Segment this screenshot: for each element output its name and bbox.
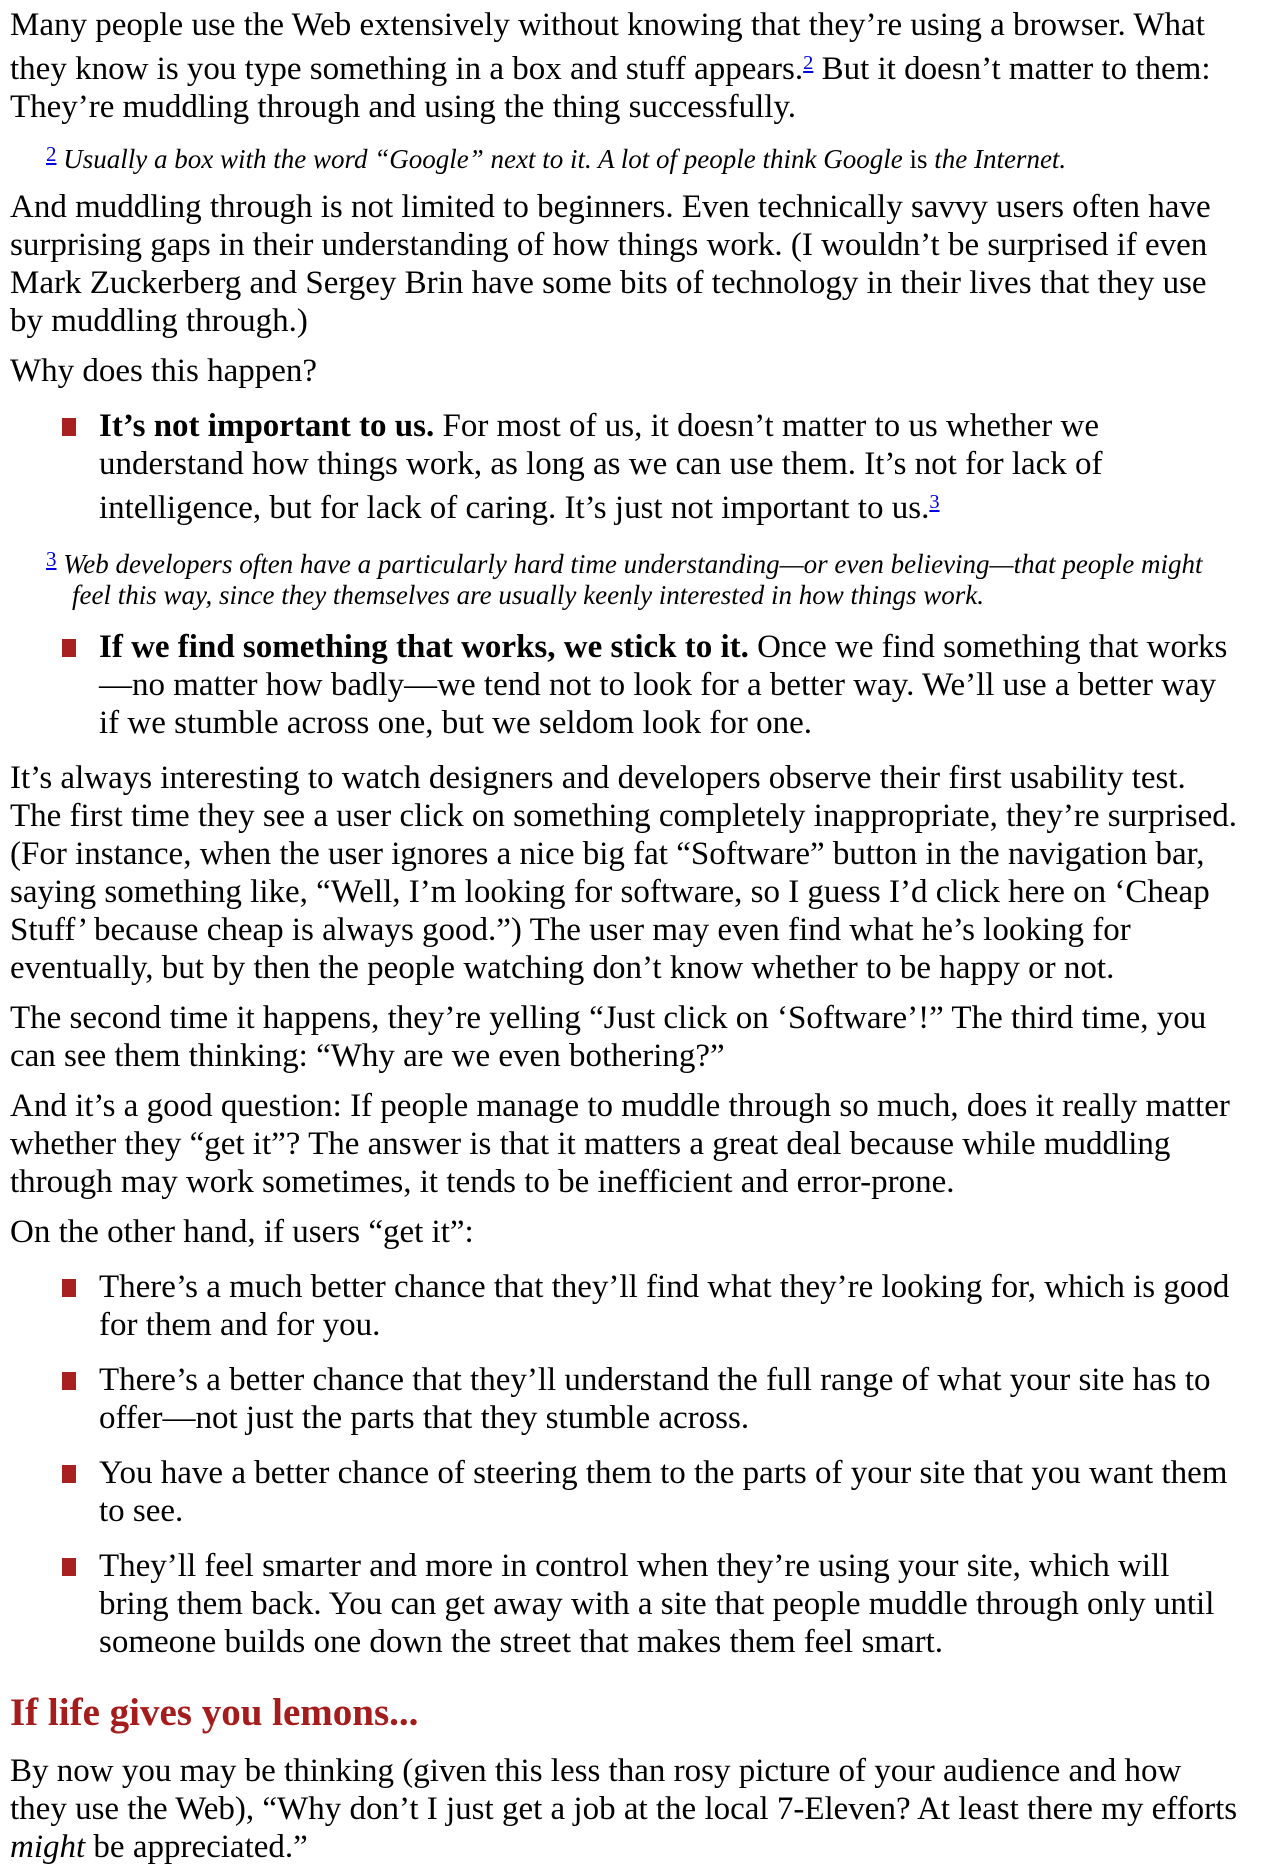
list-item-text xyxy=(99,628,1238,742)
paragraph xyxy=(10,352,1238,390)
text-run: the Internet. xyxy=(927,144,1067,175)
list-item xyxy=(62,1361,1238,1437)
paragraph xyxy=(10,6,1238,126)
list-item xyxy=(62,1454,1238,1530)
text-run: Many people use the Web extensively without knowing that they’re using a browser. What they know is you type something in a box and stuff appears. xyxy=(10,7,1214,88)
paragraph xyxy=(10,1087,1238,1201)
text-run: And it’s a good question: If people manage to muddle through so much, does it really matter whether they “get it”? The answer is that it matters a great deal because while muddling through may work sometimes, it tends to be inefficient and error-prone. xyxy=(10,1088,1239,1201)
text-run: If we find something that works, we stick to it. xyxy=(99,629,749,666)
paragraph xyxy=(10,188,1238,340)
text-run: Once we find something that works—no matter how badly—we tend not to look for a better way. We’ll use a better way if we stumble across one, but we seldom look for one. xyxy=(99,629,1228,742)
list-item-text xyxy=(99,1361,1238,1437)
list-item xyxy=(62,628,1238,742)
bullet-square-icon xyxy=(62,1279,76,1297)
paragraph xyxy=(10,759,1246,987)
text-run: On the other hand, if users “get it”: xyxy=(10,1214,474,1251)
text-run: They’ll feel smarter and more in control when they’re using your site, which will bring them back. You can get away with a site that people muddle through only until someone builds one down the street that makes them feel smart. xyxy=(99,1548,1223,1661)
list-item xyxy=(62,1268,1238,1344)
footnote xyxy=(10,139,1238,175)
text-run: is xyxy=(909,144,928,175)
footnote-marker-link[interactable]: 2 xyxy=(46,142,57,167)
paragraph xyxy=(10,1213,1238,1251)
text-run: It’s always interesting to watch designers and developers observe their first usability test. The first time they see a user click on something completely inappropriate, they’re surprised. (For instance, when the user ignores a nice big fat “Software” button in the navigation bar, saying something like, “Well, I’m looking for software, so I guess I’d click here on ‘Cheap Stuff’ because cheap is always good.”) The user may even find what he’s looking for eventually, but by then the people watching don’t know whether to be happy or not. xyxy=(10,760,1246,987)
list-item xyxy=(62,407,1238,527)
list-item-text xyxy=(99,407,1238,527)
list-item-text xyxy=(99,1547,1238,1661)
text-run: Why does this happen? xyxy=(10,353,318,390)
paragraph xyxy=(10,1752,1246,1866)
text-run: There’s a much better chance that they’ll find what they’re looking for, which is good for them and for you. xyxy=(99,1269,1238,1344)
bullet-square-icon xyxy=(62,1372,76,1390)
paragraph xyxy=(10,999,1238,1075)
bullet-square-icon xyxy=(62,1465,76,1483)
list-item xyxy=(62,1547,1238,1661)
bullet-square-icon xyxy=(62,418,76,436)
text-run: be appreciated.” xyxy=(85,1829,308,1866)
footnote-ref-link[interactable]: 3 xyxy=(929,491,940,514)
list-item-text xyxy=(99,1268,1238,1344)
text-run: Usually a box with the word “Google” next to it. A lot of people think Google xyxy=(63,144,910,175)
section-heading: If life gives you lemons... xyxy=(10,1691,419,1735)
bullet-square-icon xyxy=(62,639,76,657)
footnote-ref-link[interactable]: 2 xyxy=(803,52,814,74)
text-run: You have a better chance of steering them to the parts of your site that you want them to see. xyxy=(99,1455,1236,1530)
footnote xyxy=(10,544,1238,611)
text-run: For most of us, it doesn’t matter to us whether we understand how things work, as long as we can use them. It’s not for lack of intelligence, but for lack of caring. It’s just not important to us. xyxy=(99,408,1111,527)
footnote-marker-link[interactable]: 3 xyxy=(46,547,57,572)
text-run: But it doesn’t matter to them: They’re muddling through and using the thing successfully. xyxy=(10,51,1219,126)
text-run: might xyxy=(10,1829,86,1866)
text-run: There’s a better chance that they’ll understand the full range of what your site has to offer—not just the parts that they stumble across. xyxy=(99,1362,1219,1437)
text-run: Web developers often have a particularly hard time understanding—or even believing—that people might feel this way, since they themselves are usually keenly interested in how things work. xyxy=(63,549,1210,611)
text-run: And muddling through is not limited to beginners. Even technically savvy users often have surprising gaps in their understanding of how things work. (I wouldn’t be surprised if even Mark Zuckerberg and Sergey Brin have some bits of technology in their lives that they use by muddling through.) xyxy=(10,189,1219,340)
text-run: The second time it happens, they’re yelling “Just click on ‘Software’!” The third time, you can see them thinking: “Why are we even bothering?” xyxy=(10,1000,1215,1075)
list-item-text xyxy=(99,1454,1238,1530)
text-run: It’s not important to us. xyxy=(99,408,435,445)
text-run: By now you may be thinking (given this less than rosy picture of your audience and how they use the Web), “Why don’t I just get a job at the local 7-Eleven? At least there my efforts xyxy=(10,1753,1246,1828)
bullet-square-icon xyxy=(62,1558,76,1576)
